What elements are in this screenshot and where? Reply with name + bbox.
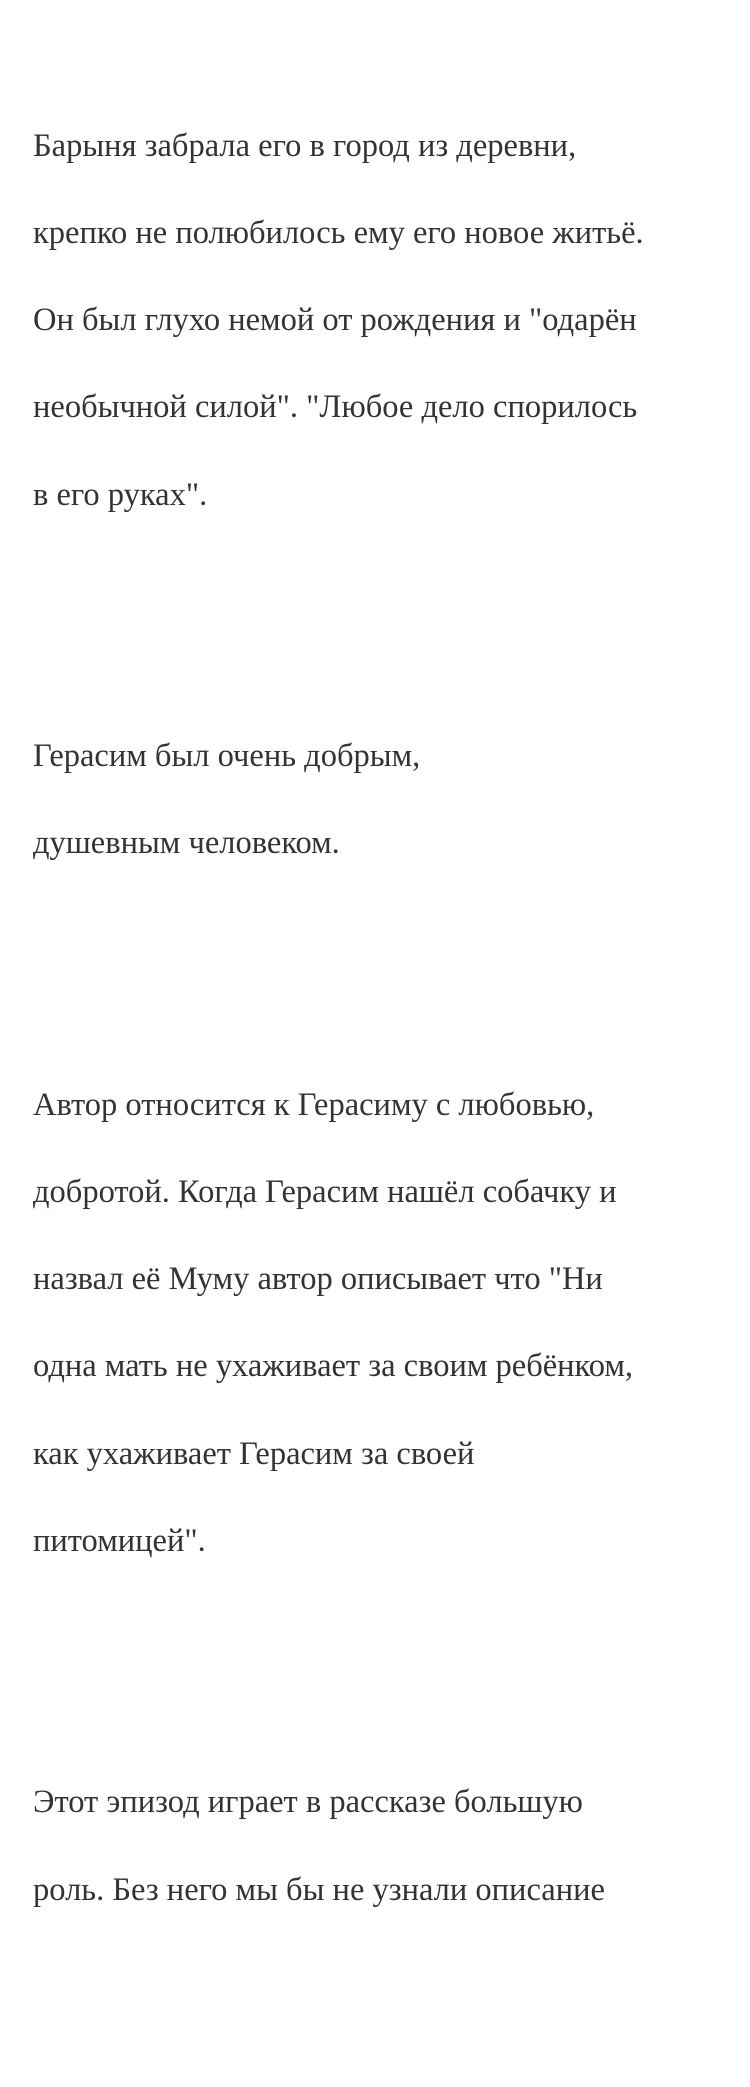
text-line: Автор относится к Герасиму с любовью, <box>33 1086 595 1123</box>
document-text <box>33 0 733 2087</box>
text-line: крепко не полюбилось ему его новое житьё. <box>33 214 644 251</box>
paragraph-3 <box>33 1040 733 1607</box>
text-line: в его руках". <box>33 476 208 513</box>
text-line: душевным человеком. <box>33 825 340 862</box>
text-line: Он был глухо немой от рождения и "одарён <box>33 302 637 339</box>
text-line: Этот эпизод играет в рассказе большую <box>33 1784 583 1821</box>
text-line: назвал её Муму автор описывает что "Ни <box>33 1261 603 1298</box>
text-line: как ухаживает Герасим за своей <box>33 1435 475 1472</box>
text-line: необычной силой". "Любое дело спорилось <box>33 389 638 426</box>
text-line: Барыня забрала его в город из деревни, <box>33 127 577 164</box>
text-line: добротой. Когда Герасим нашёл собачку и <box>33 1174 617 1211</box>
paragraph-4 <box>33 1738 733 1956</box>
text-line: питомицей". <box>33 1522 206 1559</box>
text-line: Герасим был очень добрым, <box>33 738 421 775</box>
text-line: одна мать не ухаживает за своим ребёнком, <box>33 1348 634 1385</box>
paragraph-2 <box>33 692 733 910</box>
paragraph-1 <box>33 81 733 561</box>
text-line: роль. Без него мы бы не узнали описание <box>33 1871 605 1908</box>
